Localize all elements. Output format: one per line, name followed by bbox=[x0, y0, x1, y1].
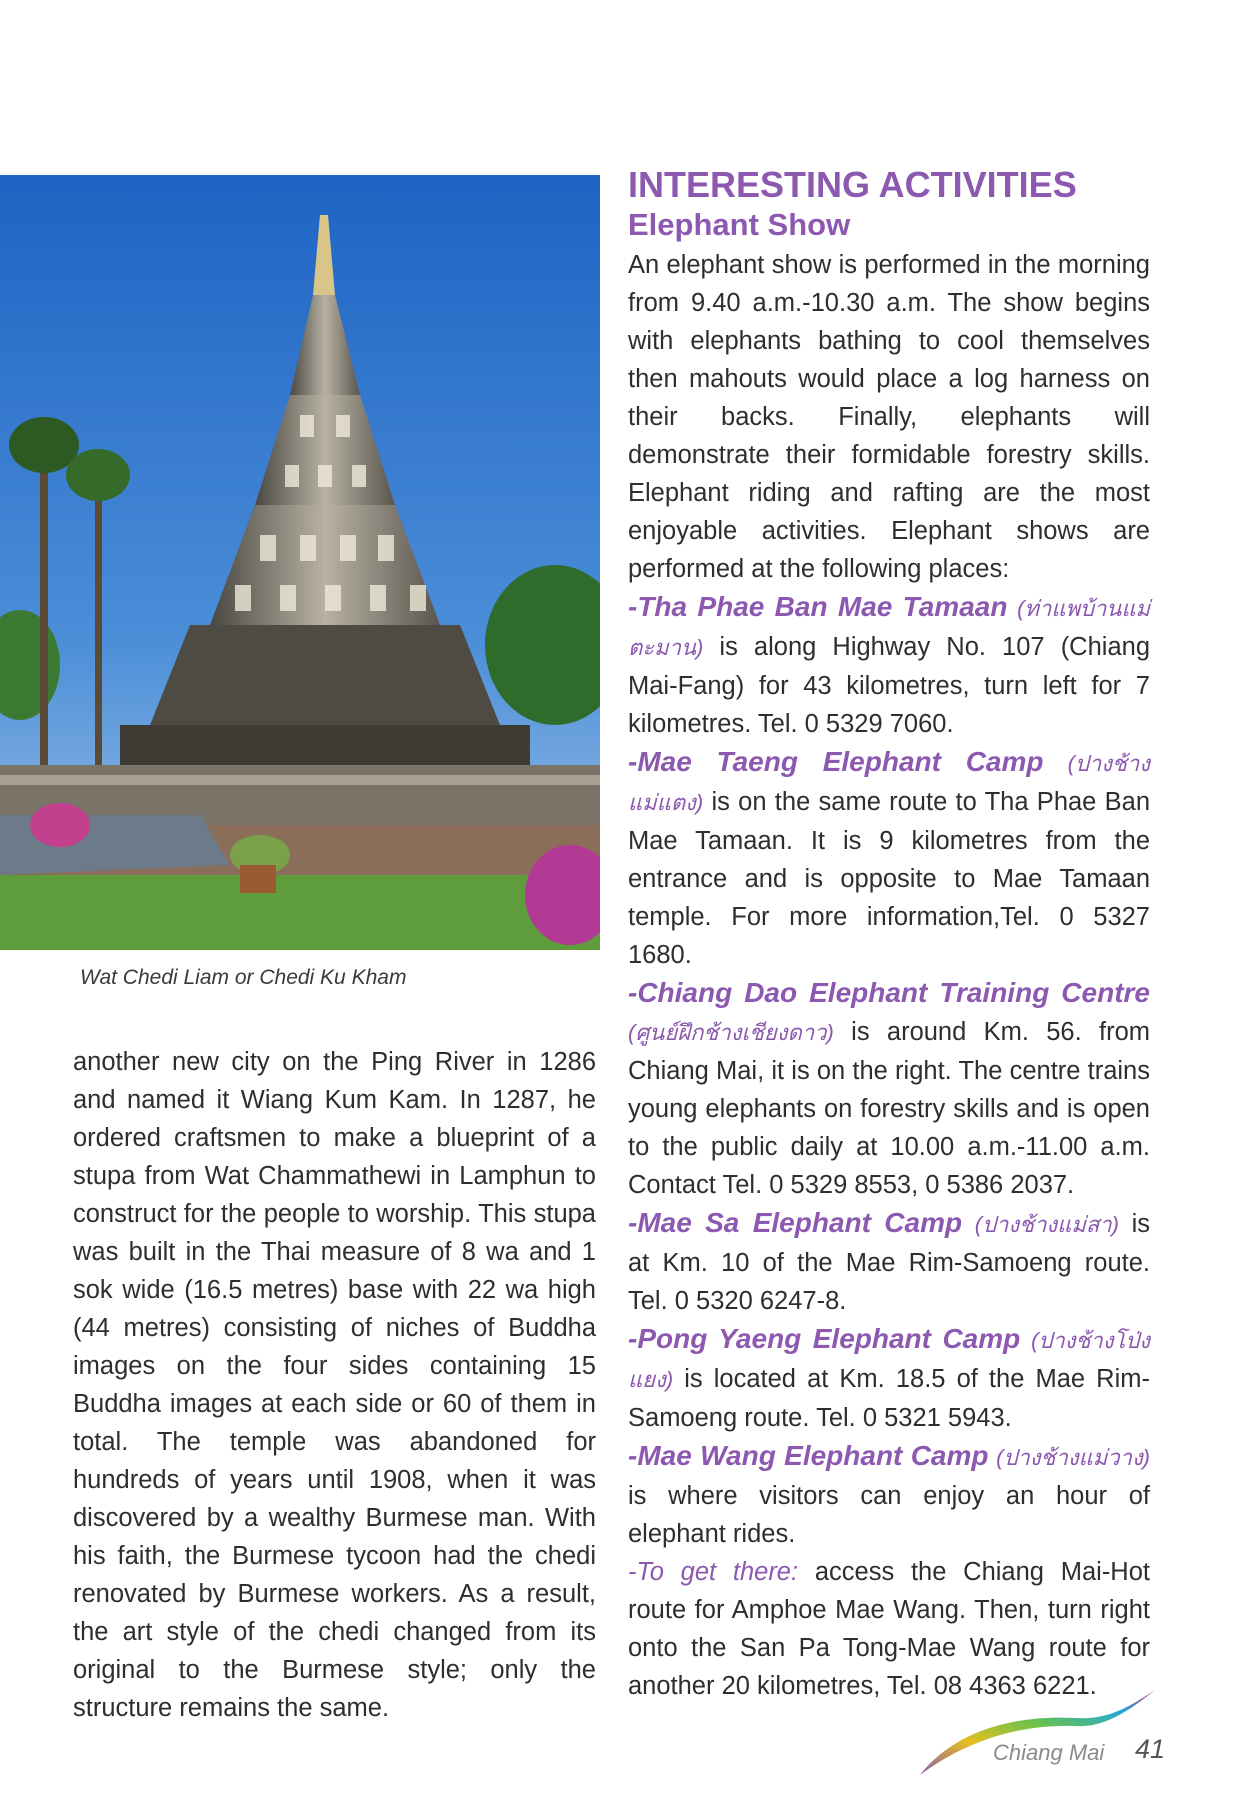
place-thai-name: (ปางช้างโป่งแยง) bbox=[628, 1328, 1150, 1392]
section-title: INTERESTING ACTIVITIES bbox=[628, 164, 1077, 205]
place-name: -Mae Taeng Elephant Camp bbox=[628, 746, 1044, 777]
place-entry bbox=[628, 1204, 1150, 1320]
place-description: is along Highway No. 107 (Chiang Mai-Fang) for 43 kilometres, turn left for 7 kilometres. Tel. 0 5329 7060. bbox=[628, 633, 1150, 738]
place-name: -Tha Phae Ban Mae Tamaan bbox=[628, 591, 1008, 622]
flowers bbox=[30, 803, 90, 847]
place-name: -Mae Sa Elephant Camp bbox=[628, 1207, 963, 1238]
place-description: is at Km. 10 of the Mae Rim-Samoeng route. Tel. 0 5320 6247-8. bbox=[628, 1210, 1151, 1315]
page-number: 41 bbox=[1135, 1734, 1166, 1764]
place-entry bbox=[628, 1437, 1150, 1553]
place-thai-name: (ศูนย์ฝึกช้างเชียงดาว) bbox=[628, 1020, 834, 1045]
place-description: is around Km. 56. from Chiang Mai, it is on the right. The centre trains young elephants on forestry skills and is open to the public daily at 10.00 a.m.-11.00 a.m. Contact Tel. 0 5329 8553, 0 5386 2037. bbox=[628, 1018, 1150, 1199]
directions-label: -To get there: bbox=[628, 1558, 799, 1586]
footer-location: Chiang Mai bbox=[993, 1740, 1105, 1765]
place-name: -Pong Yaeng Elephant Camp bbox=[628, 1323, 1021, 1354]
section-subtitle: Elephant Show bbox=[628, 207, 851, 242]
place-entry bbox=[628, 588, 1150, 743]
directions-text: access the Chiang Mai-Hot route for Amphoe Mae Wang. Then, turn right onto the San Pa Tong-Mae Wang route for another 20 kilometres, Tel. 08 4363 6221. bbox=[628, 1558, 1150, 1700]
place-description: is on the same route to Tha Phae Ban Mae Tamaan. It is 9 kilometres from the entrance and is opposite to Mae Tamaan temple. For more information,Tel. 0 5327 1680. bbox=[628, 788, 1150, 969]
place-entry bbox=[628, 1320, 1150, 1437]
photo-caption: Wat Chedi Liam or Chedi Ku Kham bbox=[80, 966, 407, 989]
place-name: -Chiang Dao Elephant Training Centre bbox=[628, 977, 1150, 1008]
place-description: is where visitors can enjoy an hour of elephant rides. bbox=[628, 1482, 1150, 1548]
intro-paragraph: An elephant show is performed in the morning from 9.40 a.m.-10.30 a.m. The show begins with elephants bathing to cool themselves then mahouts would place a log harness on their backs. Finally, elephants will demonstrate their formidable forestry skills. Elephant riding and rafting are the most enjoyable activities. Elephant shows are performed at the following places: bbox=[628, 251, 1150, 583]
left-column-text: another new city on the Ping River in 1286 and named it Wiang Kum Kam. In 1287, he ordered craftsmen to make a blueprint of a stupa from Wat Chammathewi in Lamphun to construct for the people to worship. This stupa was built in the Thai measure of 8 wa and 1 sok wide (16.5 metres) base with 22 wa high (44 metres) consisting of niches of Buddha images on the four sides containing 15 Buddha images at each side or 60 of them in total. The temple was abandoned for hundreds of years until 1908, when it was discovered by a wealthy Burmese man. With his faith, the Burmese tycoon had the chedi renovated by Burmese workers. As a result, the art style of the chedi changed from its original to the Burmese style; only the structure remains the same. bbox=[73, 1048, 596, 1722]
place-description: is located at Km. 18.5 of the Mae Rim-Samoeng route. Tel. 0 5321 5943. bbox=[628, 1365, 1150, 1432]
temple-photo bbox=[0, 175, 600, 950]
place-thai-name: (ท่าแพบ้านแม่ตะมาน) bbox=[628, 596, 1151, 660]
flower-pot bbox=[240, 865, 276, 893]
place-thai-name: (ปางช้างแม่แตง) bbox=[628, 751, 1150, 815]
right-column bbox=[628, 164, 1150, 1705]
place-thai-name: (ปางช้างแม่วาง) bbox=[996, 1445, 1151, 1470]
lawn bbox=[0, 875, 600, 950]
stupa-illustration bbox=[0, 175, 600, 950]
place-name: -Mae Wang Elephant Camp bbox=[628, 1440, 989, 1471]
place-thai-name: (ปางช้างแม่สา) bbox=[974, 1212, 1119, 1237]
place-entry bbox=[628, 974, 1150, 1204]
place-entry bbox=[628, 743, 1150, 974]
